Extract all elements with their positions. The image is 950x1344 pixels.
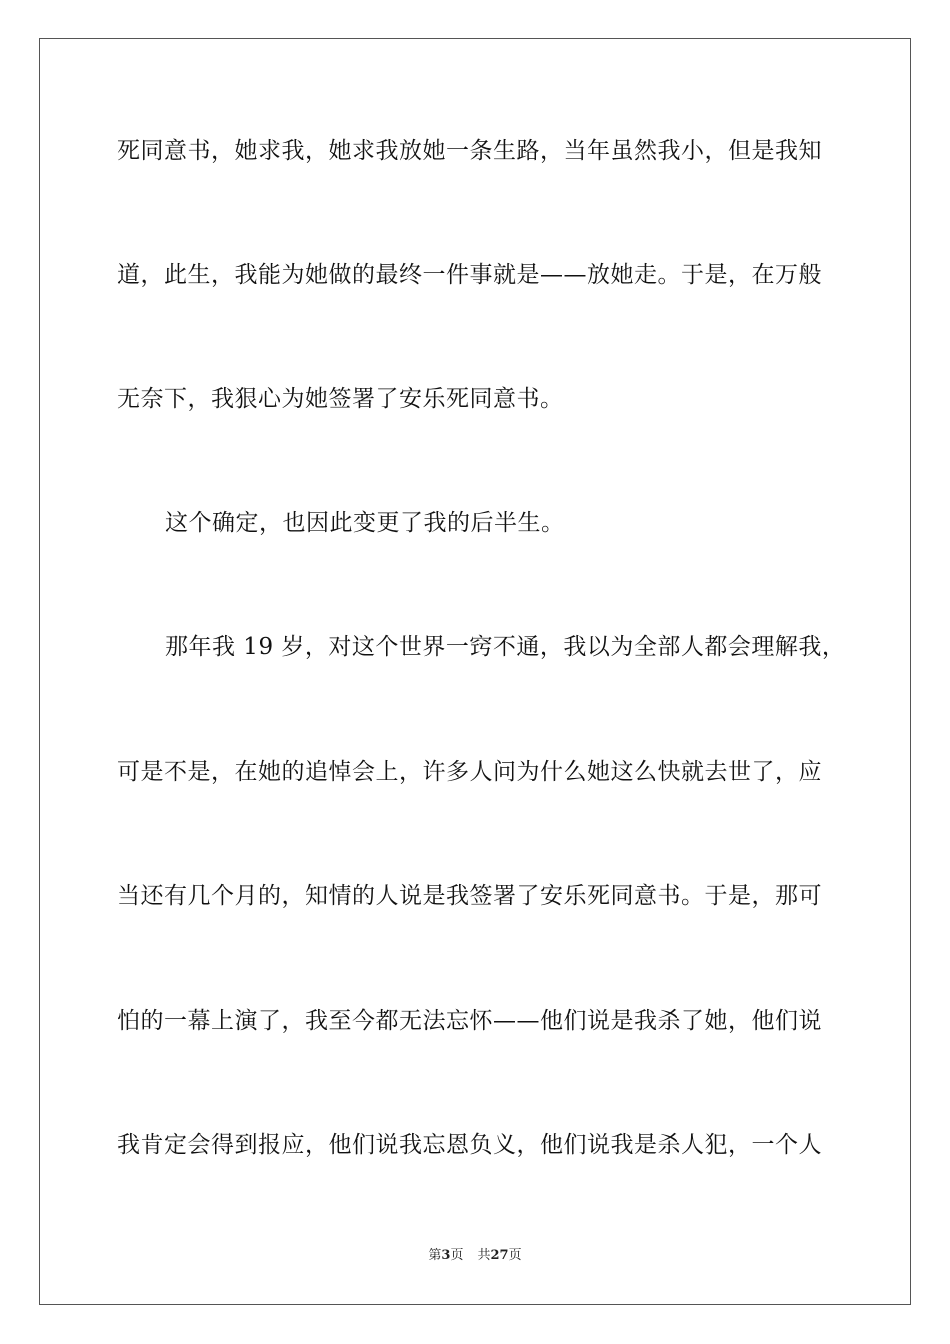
page-label-suffix: 页 <box>450 1248 464 1263</box>
text-line: 道，此生，我能为她做的最终一件事就是——放她走。于是，在万般 <box>117 262 822 288</box>
paragraph-line: 这个确定，也因此变更了我的后半生。 <box>165 510 565 536</box>
text-line: 死同意书，她求我，她求我放她一条生路，当年虽然我小，但是我知 <box>117 138 822 164</box>
text-line: 当还有几个月的，知情的人说是我签署了安乐死同意书。于是，那可 <box>117 883 822 909</box>
paragraph-line: 那年我 19 岁，对这个世界一窍不通，我以为全部人都会理解我， <box>165 634 846 660</box>
text-line: 怕的一幕上演了，我至今都无法忘怀——他们说是我杀了她，他们说 <box>117 1008 822 1034</box>
page-number: 3 <box>441 1248 451 1263</box>
page-footer <box>0 1248 950 1264</box>
text-line: 我肯定会得到报应，他们说我忘恩负义，他们说我是杀人犯，一个人 <box>117 1132 822 1158</box>
text-line: 无奈下，我狠心为她签署了安乐死同意书。 <box>117 386 564 412</box>
total-pages: 27 <box>490 1248 509 1263</box>
text-line: 可是不是，在她的追悼会上，许多人问为什么她这么快就去世了，应 <box>117 759 822 785</box>
total-label-prefix: 共 <box>477 1248 491 1263</box>
page-border <box>39 38 911 1305</box>
page-label-prefix: 第 <box>428 1248 442 1263</box>
total-label-suffix: 页 <box>508 1248 522 1263</box>
